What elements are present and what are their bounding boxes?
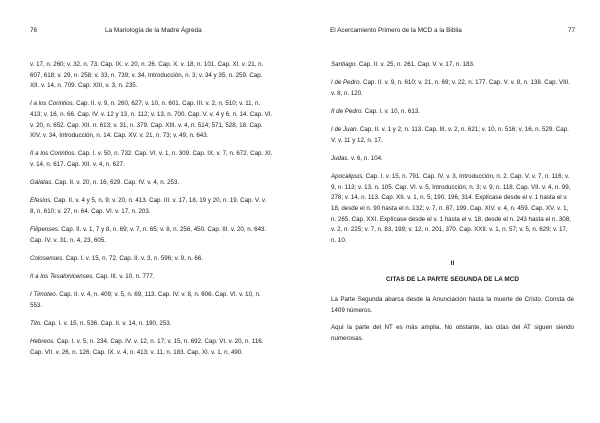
book-label: Efesios. [30,197,53,205]
citation-entry [331,60,574,71]
book-label: Judas. [331,154,350,162]
citation-text: Cap. II. v. 9, n. 610; v. 21, n. 69; v. 22, n. 177. Cap. V. v. 8, n. 138. Cap. VIII. v. 8, n. 120. [331,79,571,97]
book-label: Hebreos. [30,338,56,346]
body-paragraph: Aquí la parte del NT es más amplia. No obstante, las citas del AT siguen siendo numerosas. [331,324,574,342]
citation-text: Cap. II. v. 1 y 2, n. 113. Cap. III. v. 2, n. 621; v. 10, n. 516; v. 16, n. 529. Cap. V. v. 11 y 12, n. 17. [331,126,569,144]
citation-entry [30,99,273,141]
citation-text: Cap. I. v. 15, n. 791. Cap. IV. v. 3, Introducción, n. 2. Cap. V. v. 7, n. 116; v. 9, n. 113; v. 13, n. 105. Cap. VI. v. 5, Introducción, n. 3; v. 9, n. 118. Cap. VII. v. 4, n. 99, 278; v. 14, n. 113. Cap. XII. v. 1, n. 5, 190, 196, 314. Explícase desde el v. 1 hasta el v. 18, desde el n. 90 hasta el n. 132; v. 7, n. 87, 199. Cap. XIV. v. 4, n. 459. Cap. XV. v. 1, n. 265. Cap. XXI. Explícase desde el v. 1 hasta el v. 18, desde el n. 243 hasta el n. 308; v. 2, n. 225; v. 7, n. 83, 199; v. 12, n. 201, 370. Cap. XXII. v. 1, n. 57; v. 5, n. 629; v. 17, n. 10. [331,173,571,244]
section-number: II [450,259,455,267]
section-title: CITAS DE LA PARTE SEGUNDA DE LA MCD [386,276,519,284]
running-title: El Acercamiento Primero de la MCD a la Biblia [330,27,462,34]
citation-list [331,60,574,351]
citation-entry [331,107,574,118]
citation-text: v. 6, n. 104. [349,154,383,162]
citation-text: Cap. II. v. 20, n. 16, 629. Cap. IV. v. 4, n. 253. [53,179,180,187]
citation-text: Cap. I. v. 50, n. 732. Cap. VI. v. 1, n. 309. Cap. IX. v. 7, n. 672. Cap. XI. v. 14, n. 617. Cap. XII. v. 4, n. 627. [30,150,273,168]
book-label: II de Pedro. [331,107,363,115]
citation-text: Cap. I. v. 10, n. 613. [363,107,420,115]
book-label: Santiago. [331,61,358,68]
citation-text: Cap. I. v. 15, n. 72. Cap. II. v. 3, n. 596; v. 9, n. 66. [64,254,204,262]
citation-entry [30,254,273,265]
body-paragraph: La Parte Segunda abarca desde la Anunciación hasta la muerte de Cristo. Consta de 1409 números. [331,296,574,314]
citation-text: Cap. II. v. 4, n. 409; v. 5, n. 69, 113. Cap. IV. v. 8, n. 606. Cap. VI. v. 10, n. 553. [30,291,261,309]
citation-text: v. 17, n. 260; v. 32, n. 73. Cap. IX. v. 20, n. 26. Cap. X. v. 18, n. 101. Cap. XI. v. 21, n. 607, 618; v. 29, n. 258; v. 33, n. 739; v. 34, Introducción, n. 3; v. 34 y 35, n. 259. Cap. XII. v. 14, n. 709. Cap. XIII, v. 3, n. 235. [30,61,264,90]
book-label: Apocalipsis. [331,173,365,181]
citation-text: Cap. III. v. 10, n. 777. [94,273,155,281]
citation-text: Cap. II. v. 1, 7 y 8, n. 69; v. 7, n. 65; v. 8, n. 256, 450. Cap. III. v. 20, n. 643. Cap. IV. v. 31, n. 4, 23, 605. [30,226,267,244]
book-label: I de Juan. [331,126,359,134]
page-number: 77 [568,27,576,34]
citation-entry [30,149,273,170]
citation-text: Cap. II. v. 4 y 5, n. 9; v. 20, n. 413. Cap. III. v. 17, 18, 19 y 20, n. 19. Cap. V. v. 8, n. 610; v. 27, n. 64. Cap. VI. v. 17, n. 203. [30,197,267,215]
citation-text: Cap. I. v. 5, n. 234. Cap. IV. v. 12, n. 17; v. 15, n. 692. Cap. VI. v. 20, n. 116. Cap. VII. v. 26, n. 126. Cap. IX. v. 4, n. 413; v. 11, n. 183. Cap. XI. v. 1, n. 490. [30,338,264,356]
page-number: 76 [30,27,38,34]
citation-entry [331,78,574,99]
citation-text: Cap. I. v. 15, n. 536. Cap. II. v. 14, n. 190, 253. [41,320,172,328]
right-page [300,0,600,423]
running-title: La Mariología de la Madre Ágreda [105,27,202,34]
citation-entry [30,196,273,217]
citation-entry [331,125,574,146]
book-label: Tito. [30,320,42,328]
citation-entry [30,225,273,246]
citation-entry [30,290,273,311]
citation-entry [30,60,273,92]
citation-text: Cap. II. v. 9, n. 260, 627; v. 10, n. 601. Cap. III. v. 2, n. 510; v. 11, n. 413; v. 16, n. 66. Cap. IV. v. 12 y 13, n. 112; v. 13, n. 700. Cap. V. v. 4 y 6, n. 14. Cap. VI. v. 20, n. 652. Cap. XII. n. 613; v. 31, n. 379. Cap. XIII. v. 4, n. 514; 571, 528, 18. Cap. XIV. v. 34, Introducción, n. 14. Cap. XV. v. 21, n. 73; v. 49, n. 643. [30,100,273,140]
citation-entry [30,319,273,330]
book-label: Gálatas. [30,179,54,187]
citation-entry [30,272,273,283]
book-label: Colosenses. [30,254,65,262]
book-label: II a los Corintios. [30,150,77,158]
citation-entry [30,178,273,189]
citation-list [30,60,273,366]
book-label: Filipenses. [30,226,60,234]
citation-entry [331,154,574,165]
citation-text: Cap. II. v. 25, n. 261. Cap. V. v. 17, n. 183. [357,61,475,68]
book-label: I de Pedro. [331,79,362,87]
book-label: I a los Corintios. [30,100,75,108]
book-label: I Timoteo. [30,291,58,299]
citation-entry [30,337,273,358]
book-label: II a los Tesalonicenses. [30,273,95,281]
citation-entry [331,172,574,246]
